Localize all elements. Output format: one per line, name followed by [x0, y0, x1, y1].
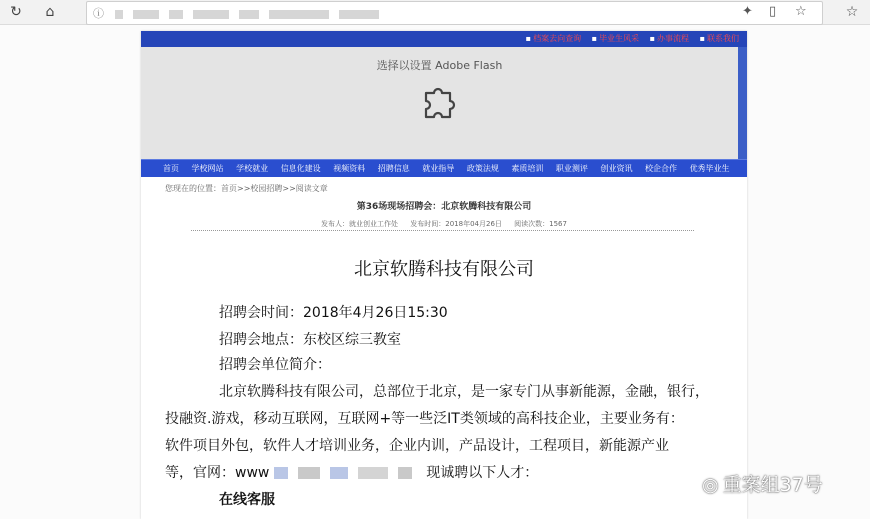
- refresh-icon[interactable]: ↻: [10, 4, 22, 20]
- url-text: [115, 7, 389, 20]
- nav-item[interactable]: 首页: [163, 164, 179, 173]
- watermark-text: 重案组37号: [722, 474, 823, 496]
- info-icon[interactable]: ⓘ: [93, 7, 104, 20]
- redacted-url: [274, 465, 426, 481]
- nav-item[interactable]: 就业指导: [422, 164, 455, 173]
- nav-item[interactable]: 学校网站: [191, 164, 224, 173]
- website-prefix: 等，官网：www: [165, 465, 270, 481]
- nav-item[interactable]: 优秀毕业生: [689, 164, 730, 173]
- divider: [191, 230, 694, 231]
- nav-item[interactable]: 视频资料: [333, 164, 366, 173]
- meta-author: 发布人：就业创业工作处: [321, 220, 399, 228]
- position-heading: 在线客服: [219, 492, 275, 508]
- time-line: 招聘会时间：2018年4月26日15:30: [219, 305, 448, 321]
- home-icon[interactable]: ⌂: [45, 4, 55, 20]
- nav-item[interactable]: 校企合作: [645, 164, 678, 173]
- top-link[interactable]: ▪ 办事流程: [650, 34, 689, 43]
- web-page: [141, 31, 747, 519]
- nav-items: [163, 163, 740, 174]
- reading-view-icon[interactable]: ▯: [769, 4, 777, 19]
- wechat-logo-icon: ◎: [702, 474, 719, 496]
- flash-prompt[interactable]: 选择以设置 Adobe Flash: [376, 59, 503, 72]
- nav-item[interactable]: 学校就业: [236, 164, 269, 173]
- top-link[interactable]: ▪ 联系我们: [700, 34, 739, 43]
- website-line: [165, 462, 538, 482]
- nav-item[interactable]: 创业资讯: [600, 164, 633, 173]
- extension-icon[interactable]: ✦: [742, 4, 753, 19]
- intro-line: 北京软腾科技有限公司，总部位于北京，是一家专门从事新能源，金融，银行，: [219, 384, 709, 400]
- meta-date: 发布时间：2018年04月26日: [410, 220, 502, 228]
- top-links: [518, 33, 739, 44]
- favorites-bar-icon[interactable]: ☆: [845, 4, 859, 20]
- favorite-star-icon[interactable]: ☆: [795, 4, 807, 19]
- nav-item[interactable]: 职业测评: [555, 164, 588, 173]
- nav-item[interactable]: 信息化建设: [280, 164, 321, 173]
- top-strip: [141, 31, 747, 47]
- address-bar[interactable]: [86, 1, 823, 25]
- intro-label: 招聘会单位简介：: [219, 357, 331, 373]
- nav-item[interactable]: 招聘信息: [377, 164, 410, 173]
- main-nav: [141, 159, 747, 177]
- breadcrumb: 您现在的位置：首页>>校园招聘>>阅读文章: [165, 184, 328, 193]
- banner-scrollbar[interactable]: [738, 47, 747, 159]
- company-heading: 北京软腾科技有限公司: [354, 259, 534, 280]
- watermark: [702, 470, 823, 497]
- top-link[interactable]: ▪ 毕业生风采: [592, 34, 639, 43]
- nav-item[interactable]: 素质培训: [511, 164, 544, 173]
- browser-toolbar: [0, 0, 870, 25]
- article-title: 第36场现场招聘会：北京软腾科技有限公司: [356, 202, 532, 212]
- meta-views: 阅读次数：1567: [514, 220, 567, 228]
- website-suffix: 现诚聘以下人才：: [426, 465, 539, 481]
- flash-placeholder[interactable]: [141, 47, 738, 159]
- top-link[interactable]: ▪ 档案去向查询: [526, 34, 581, 43]
- place-line: 招聘会地点：东校区综三教室: [219, 332, 401, 348]
- article-meta: [141, 219, 747, 229]
- intro-line: 投融资.游戏，移动互联网，互联网+等一些泛IT类领域的高科技企业，主要业务有：: [165, 411, 684, 427]
- intro-line: 软件项目外包，软件人才培训业务，企业内训，产品设计，工程项目，新能源产业: [165, 438, 669, 454]
- plugin-puzzle-icon: [420, 83, 460, 123]
- nav-item[interactable]: 政策法规: [466, 164, 499, 173]
